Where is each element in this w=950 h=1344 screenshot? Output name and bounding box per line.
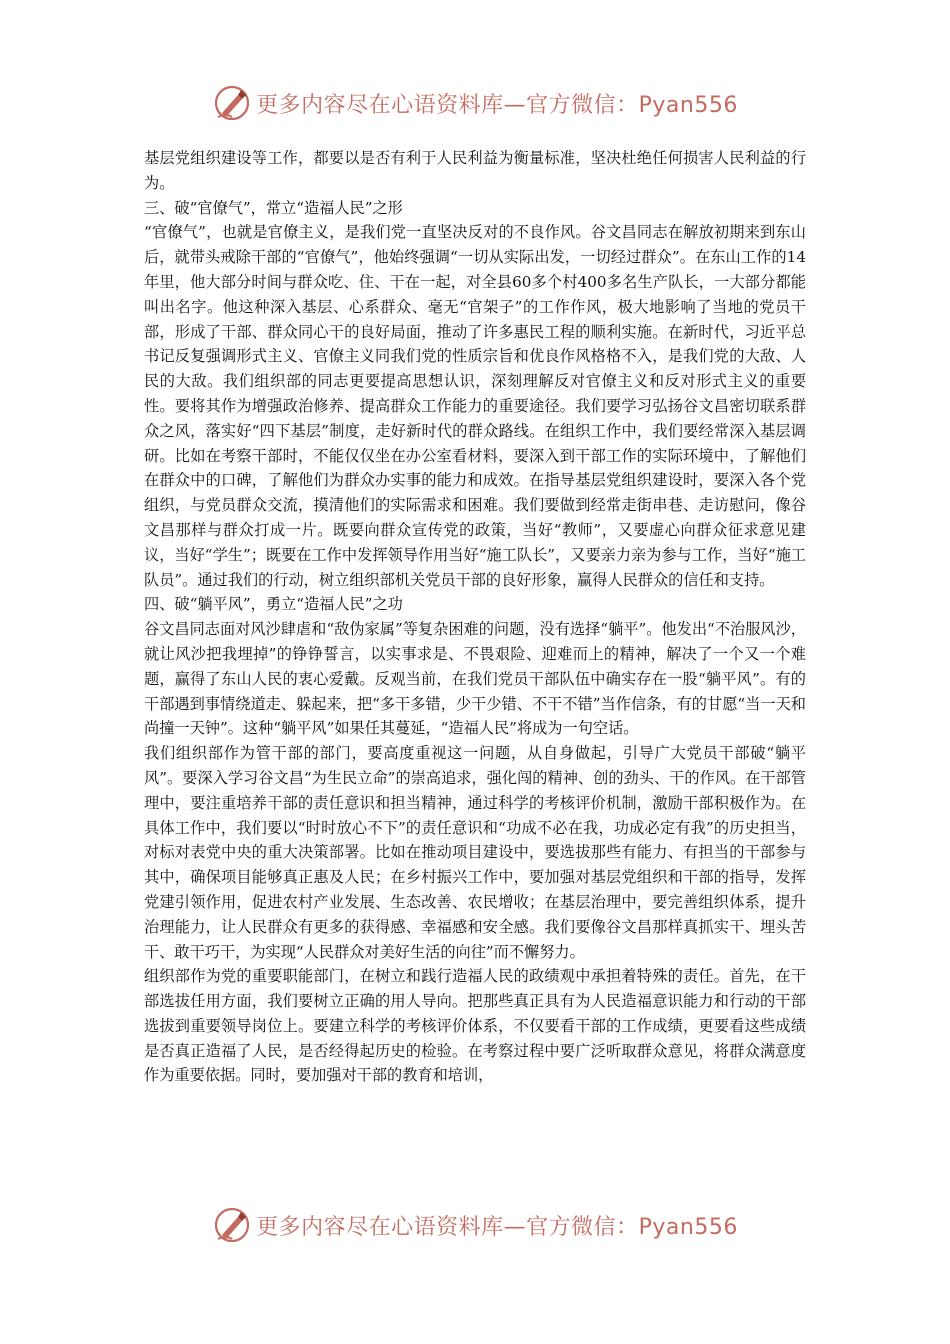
- paragraph-section-4-c: 组织部作为党的重要职能部门，在树立和践行造福人民的政绩观中承担着特殊的责任。首先，在干部选拔任用方面，我们要树立正确的用人导向。把那些真正具有为人民造福意识能力和行动的干部选拔到重要领导岗位上。要建立科学的考核评价体系，不仅要看干部的工作成绩，更要看这些成绩是否真正造福了人民，是否经得起历史的检验。在考察过程中要广泛听取群众意见，将群众满意度作为重要依据。同时，要加强对干部的教育和培训，: [144, 967, 806, 1085]
- section-heading-4: 四、破“躺平风”，勇立“造福人民”之功: [144, 595, 403, 614]
- section-heading-3: 三、破“官僚气”，常立“造福人民”之形: [144, 198, 403, 217]
- header-banner-text: 更多内容尽在心语资料库—官方微信：Pyan556: [256, 92, 738, 118]
- paragraph-section-4-a: 谷文昌同志面对风沙肆虐和“敌伪家属”等复杂困难的问题，没有选择“躺平”。他发出“不治服风沙，就让风沙把我埋掉”的铮铮誓言，以实事求是、不畏艰险、迎难而上的精神，解决了一个又一个难题，赢得了东山人民的衷心爱戴。反观当前，在我们党员干部队伍中确实存在一股“躺平风”。有的干部遇到事情绕道走、躲起来，把“多干多错，少干少错、不干不错”当作信条，有的甘愿“当一天和尚撞一天钟”。这种“躺平风”如果任其蔓延，“造福人民”将成为一句空话。: [144, 620, 806, 738]
- document-body: [144, 146, 806, 1088]
- footer-banner: [0, 1200, 950, 1250]
- header-banner: [0, 78, 950, 128]
- paragraph-section-3: “官僚气”，也就是官僚主义，是我们党一直坚决反对的不良作风。谷文昌同志在解放初期来到东山后，就带头戒除干部的“官僚气”，他始终强调“一切从实际出发，一切经过群众”。在东山工作的14年里，他大部分时间与群众吃、住、干在一起，对全县60多个村400多名生产队长，一大部分都能叫出名字。他这种深入基层、心系群众、毫无“官架子”的工作作风，极大地影响了当地的党员干部，形成了干部、群众同心干的良好局面，推动了许多惠民工程的顺利实施。在新时代，习近平总书记反复强调形式主义、官僚主义同我们党的性质宗旨和优良作风格格不入，是我们党的大敌、人民的大敌。我们组织部的同志更要提高思想认识，深刻理解反对官僚主义和反对形式主义的重要性。要将其作为增强政治修养、提高群众工作能力的重要途径。我们要学习弘扬谷文昌密切联系群众之风，落实好“四下基层”制度，走好新时代的群众路线。在组织工作中，我们要经常深入基层调研。比如在考察干部时，不能仅仅坐在办公室看材料，要深入到干部工作的实际环境中，了解他们在群众中的口碑，了解他们为群众办实事的能力和成效。在指导基层党组织建设时，要深入各个党组织，与党员群众交流，摸清他们的实际需求和困难。我们要做到经常走街串巷、走访慰问，像谷文昌那样与群众打成一片。既要向群众宣传党的政策，当好“教师”，又要虚心向群众征求意见建议，当好“学生”；既要在工作中发挥领导作用当好“施工队长”，又要亲力亲为参与工作，当好“施工队员”。通过我们的行动，树立组织部机关党员干部的良好形象，赢得人民群众的信任和支持。: [144, 223, 806, 589]
- footer-banner-inner: [212, 1205, 738, 1245]
- footer-banner-text: 更多内容尽在心语资料库—官方微信：Pyan556: [256, 1214, 738, 1240]
- header-banner-inner: [212, 83, 738, 123]
- pen-nib-logo-icon: [212, 83, 252, 123]
- pen-nib-logo-icon: [212, 1205, 252, 1245]
- paragraph-section-4-b: 我们组织部作为管干部的部门，要高度重视这一问题，从自身做起，引导广大党员干部破“躺平风”。要深入学习谷文昌“为生民立命”的崇高追求，强化闯的精神、创的劲头、干的作风。在干部管理中，要注重培养干部的责任意识和担当精神，通过科学的考核评价机制，激励干部积极作为。在具体工作中，我们要以“时时放心不下”的责任意识和“功成不必在我，功成必定有我”的历史担当，对标对表党中央的重大决策部署。比如在推动项目建设中，要选拔那些有能力、有担当的干部参与其中，确保项目能够真正惠及人民；在乡村振兴工作中，要加强对基层党组织和干部的指导，发挥党建引领作用，促进农村产业发展、生态改善、农民增收；在基层治理中，要完善组织体系，提升治理能力，让人民群众有更多的获得感、幸福感和安全感。我们要像谷文昌那样真抓实干、埋头苦干、敢干巧干，为实现“人民群众对美好生活的向往”而不懈努力。: [144, 744, 806, 961]
- paragraph-intro-continuation: 基层党组织建设等工作，都要以是否有利于人民利益为衡量标准，坚决杜绝任何损害人民利益的行为。: [144, 149, 806, 192]
